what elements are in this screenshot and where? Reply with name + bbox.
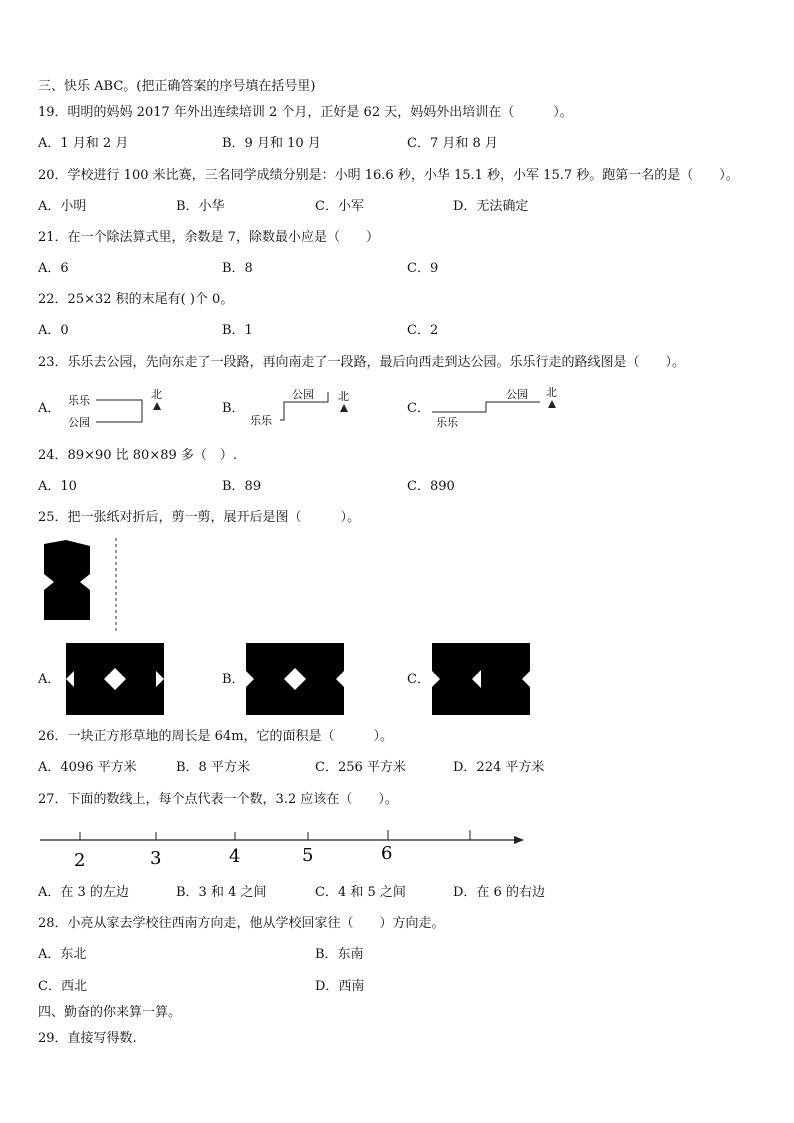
q20-option-b: B．小华: [176, 199, 225, 214]
q26-option-d: D．224 平方米: [453, 760, 545, 775]
q22-option-a: A．0: [38, 323, 69, 338]
q24-option-b: B．89: [222, 479, 262, 494]
q25-option-a: A．: [38, 672, 61, 687]
route-c-start-label: 乐乐: [436, 416, 458, 429]
section-3-heading: 三、快乐 ABC。(把正确答案的序号填在括号里): [38, 79, 316, 94]
question-24: 24．89×90 比 80×89 多（ ）.: [38, 448, 238, 463]
question-29: 29．直接写得数.: [38, 1031, 137, 1046]
route-b-north-label: 北: [338, 390, 349, 403]
route-c-north-arrow-icon: [548, 400, 556, 408]
q21-option-a: A．6: [38, 261, 69, 276]
tick-label-2: 2: [74, 850, 86, 871]
question-22: 22．25×32 积的末尾有( )个 0。: [38, 292, 234, 307]
q20-option-c: C．小军: [315, 199, 364, 214]
route-map-b: [248, 384, 358, 432]
question-20: 20．学校进行 100 米比赛，三名同学成绩分别是：小明 16.6 秒，小华 15.1 秒，小军 15.7 秒。跑第一名的是（ ）。: [38, 168, 739, 183]
q24-option-a: A．10: [38, 479, 77, 494]
route-c-north-label: 北: [546, 386, 557, 399]
q22-option-b: B．1: [222, 323, 253, 338]
folded-paper-figure: [40, 538, 130, 634]
question-23: 23．乐乐去公园，先向东走了一段路，再向南走了一段路，最后向西走到达公园。乐乐行走的路线图是（ ）。: [38, 355, 686, 370]
tick-label-6: 6: [381, 843, 393, 864]
q23-option-b: B．: [222, 401, 245, 416]
q28-option-c: C．西北: [38, 979, 87, 994]
route-a-north-label: 北: [151, 388, 162, 401]
route-b-start-label: 乐乐: [250, 414, 272, 427]
route-b-park-label: 公园: [292, 388, 314, 401]
cut-shape-c: [432, 643, 530, 715]
tick-label-3: 3: [150, 848, 162, 869]
q25-option-b: B．: [222, 672, 245, 687]
q23-option-a: A．: [38, 401, 61, 416]
question-28: 28．小亮从家去学校往西南方向走，他从学校回家往（ ）方向走。: [38, 916, 445, 931]
q27-option-a: A．在 3 的左边: [38, 885, 129, 900]
question-26: 26．一块正方形草地的周长是 64m，它的面积是（ ）。: [38, 729, 394, 744]
q20-option-a: A．小明: [38, 199, 87, 214]
q26-option-b: B．8 平方米: [176, 760, 250, 775]
number-line-arrow-icon: [514, 836, 524, 844]
q28-option-a: A．东北: [38, 947, 87, 962]
q19-option-b: B．9 月和 10 月: [222, 136, 321, 151]
q27-option-b: B．3 和 4 之间: [176, 885, 267, 900]
route-a-start-label: 乐乐: [68, 394, 90, 407]
q27-option-c: C．4 和 5 之间: [315, 885, 406, 900]
q21-option-c: C．9: [407, 261, 439, 276]
number-line: [38, 826, 528, 872]
q24-option-c: C．890: [407, 479, 455, 494]
q27-option-d: D．在 6 的右边: [453, 885, 545, 900]
q20-option-d: D．无法确定: [453, 199, 529, 214]
cut-shape-b: [246, 643, 344, 715]
tick-label-4: 4: [229, 846, 241, 867]
route-a-park-label: 公园: [68, 416, 90, 429]
q19-option-c: C．7 月和 8 月: [407, 136, 498, 151]
q25-option-c: C．: [407, 672, 430, 687]
route-a-north-arrow-icon: [153, 402, 161, 410]
cut-shape-a: [66, 643, 164, 715]
q21-option-b: B．8: [222, 261, 253, 276]
q26-option-c: C．256 平方米: [315, 760, 406, 775]
route-a-path: [96, 400, 142, 422]
route-c-park-label: 公园: [506, 388, 528, 401]
q26-option-a: A．4096 平方米: [38, 760, 137, 775]
question-19: 19．明明的妈妈 2017 年外出连续培训 2 个月，正好是 62 天，妈妈外出培训在（ ）。: [38, 105, 573, 120]
section-4-heading: 四、勤奋的你来算一算。: [38, 1005, 182, 1020]
tick-label-5: 5: [302, 845, 314, 866]
question-25: 25．把一张纸对折后，剪一剪，展开后是图（ ）。: [38, 510, 361, 525]
q23-option-c: C．: [407, 401, 430, 416]
route-map-c: [432, 384, 562, 432]
question-21: 21．在一个除法算式里，余数是 7，除数最小应是（ ）: [38, 230, 379, 245]
q28-option-d: D．西南: [315, 979, 365, 994]
q22-option-c: C．2: [407, 323, 439, 338]
question-27: 27．下面的数线上，每个点代表一个数，3.2 应该在（ ）。: [38, 792, 398, 807]
route-b-north-arrow-icon: [340, 404, 348, 412]
route-map-a: [64, 384, 174, 432]
q19-option-a: A．1 月和 2 月: [38, 136, 129, 151]
q28-option-b: B．东南: [315, 947, 364, 962]
route-c-path: [432, 402, 540, 412]
